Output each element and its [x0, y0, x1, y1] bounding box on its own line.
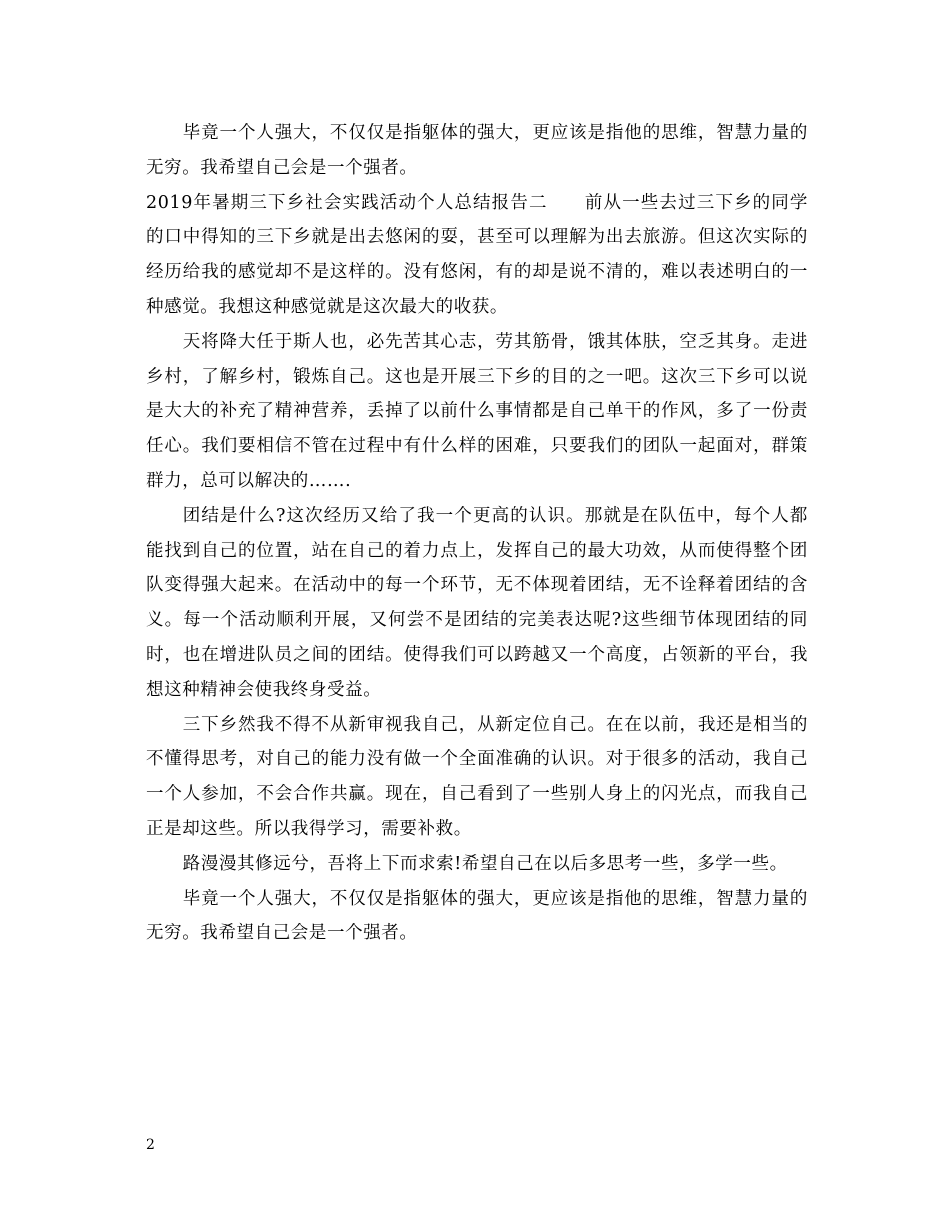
document-body [146, 116, 808, 951]
page-number: 2 [146, 1137, 155, 1153]
paragraph: 路漫漫其修远兮，吾将上下而求索!希望自己在以后多思考一些，多学一些。 [182, 853, 788, 874]
paragraph: 毕竟一个人强大，不仅仅是指躯体的强大，更应该是指他的思维，智慧力量的无穷。我希望自己会是一个强者。 [146, 123, 808, 178]
paragraph: 天将降大任于斯人也，必先苦其心志，劳其筋骨，饿其体肤，空乏其身。走进乡村，了解乡村，锻炼自己。这也是开展三下乡的目的之一吧。这次三下乡可以说是大大的补充了精神营养，丢掉了以前什么事情都是自己单干的作风，多了一份责任心。我们要相信不管在过程中有什么样的困难，只要我们的团队一起面对，群策群力，总可以解决的……. [146, 331, 808, 491]
paragraph: 毕竟一个人强大，不仅仅是指躯体的强大，更应该是指他的思维，智慧力量的无穷。我希望自己会是一个强者。 [146, 888, 808, 944]
paragraph-heading-with-text: 2019年暑期三下乡社会实践活动个人总结报告二 前从一些去过三下乡的同学的口中得知的三下乡就是出去悠闲的耍，甚至可以理解为出去旅游。但这次实际的经历给我的感觉却不是这样的。没有悠闲，有的却是说不清的，难以表述明白的一种感觉。我想这种感觉就是这次最大的收获。 [146, 192, 808, 317]
paragraph: 三下乡然我不得不从新审视我自己，从新定位自己。在在以前，我还是相当的不懂得思考，对自己的能力没有做一个全面准确的认识。对于很多的活动，我自己一个人参加，不会合作共赢。现在，自己看到了一些别人身上的闪光点，而我自己正是却这些。所以我得学习，需要补救。 [146, 714, 808, 839]
paragraph: 团结是什么?这次经历又给了我一个更高的认识。那就是在队伍中，每个人都能找到自己的位置，站在自己的着力点上，发挥自己的最大功效，从而使得整个团队变得强大起来。在活动中的每一个环节，无不体现着团结，无不诠释着团结的含义。每一个活动顺利开展，又何尝不是团结的完美表达呢?这些细节体现团结的同时，也在增进队员之间的团结。使得我们可以跨越又一个高度，占领新的平台，我想这种精神会使我终身受益。 [146, 505, 808, 700]
